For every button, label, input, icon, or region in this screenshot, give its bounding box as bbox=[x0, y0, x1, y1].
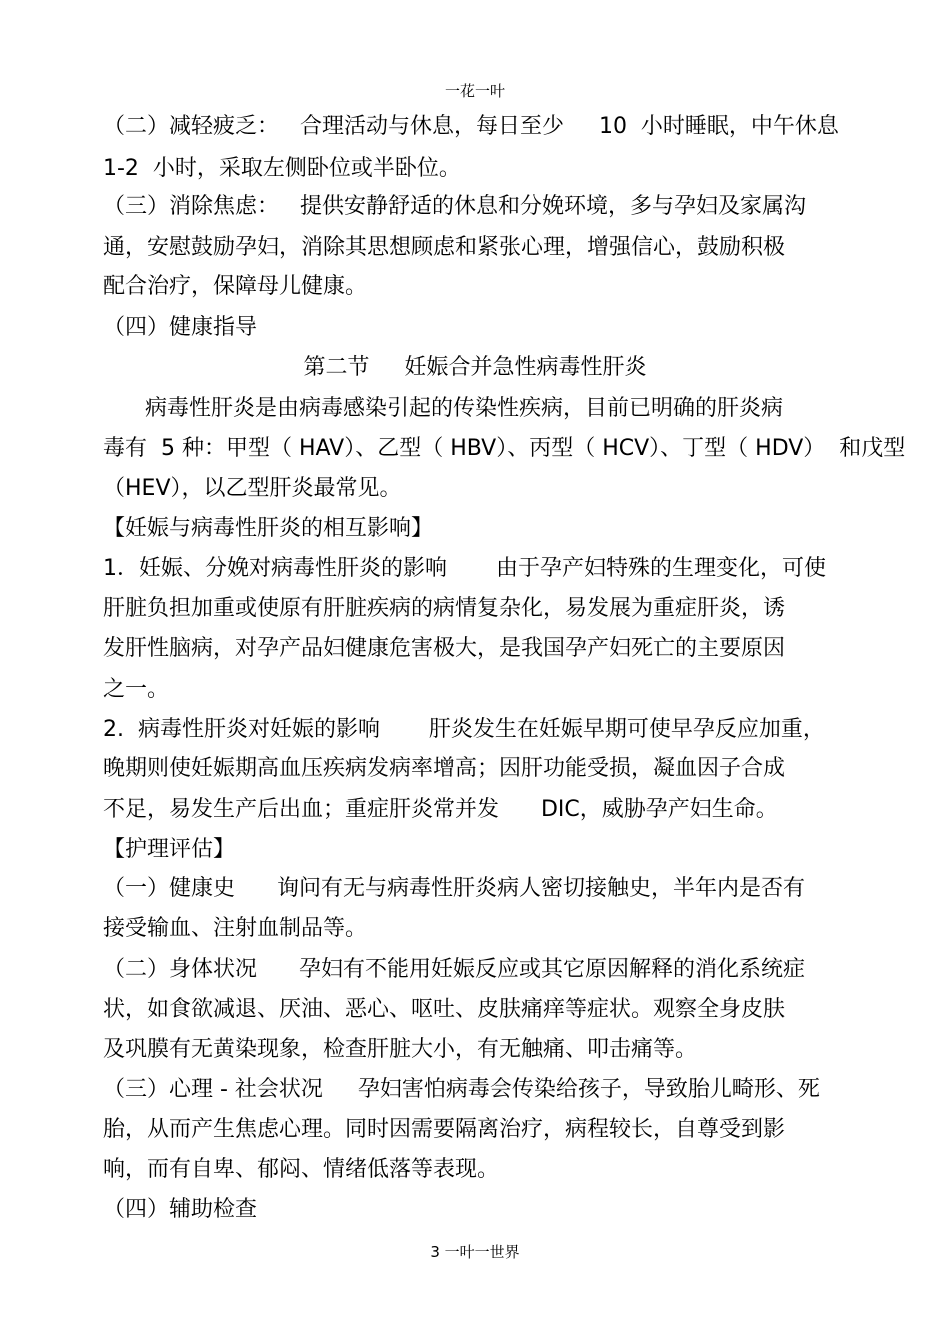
text-line: 响，而有自卑、郁闷、情绪低落等表现。 bbox=[103, 1157, 500, 1182]
text-line: 状，如食欲减退、厌油、恶心、呕吐、皮肤痛痒等症状。观察全身皮肤 bbox=[103, 997, 786, 1022]
text-line: （HEV），以乙型肝炎最常见。 bbox=[103, 476, 402, 501]
text-line: 2. 病毒性肝炎对妊娠的影响 肝炎发生在妊娠早期可使早孕反应加重， bbox=[103, 717, 825, 742]
text-line: 不足，易发生产后出血；重症肝炎常并发 DIC，威胁孕产妇生命。 bbox=[103, 797, 778, 822]
text-line: 发肝性脑病，对孕产品妇健康危害极大，是我国孕产妇死亡的主要原因 bbox=[103, 636, 786, 661]
text-line: 通，安慰鼓励孕妇，消除其思想顾虑和紧张心理，增强信心，鼓励积极 bbox=[103, 235, 786, 260]
text-line: 及巩膜有无黄染现象，检查肝脏大小，有无触痛、叩击痛等。 bbox=[103, 1037, 698, 1062]
text-line: 1-2 小时，采取左侧卧位或半卧位。 bbox=[103, 156, 461, 181]
text-line: 胎，从而产生焦虑心理。同时因需要隔离治疗，病程较长，自尊受到影 bbox=[103, 1117, 786, 1142]
text-line: （三）心理 - 社会状况 孕妇害怕病毒会传染给孩子，导致胎儿畸形、死 bbox=[103, 1077, 820, 1102]
text-line: （一）健康史 询问有无与病毒性肝炎病人密切接触史，半年内是否有 bbox=[103, 876, 805, 901]
subheading: 【妊娠与病毒性肝炎的相互影响】 bbox=[103, 516, 434, 541]
page-header: 一花一叶 bbox=[444, 82, 505, 100]
text-line: （二）身体状况 孕妇有不能用妊娠反应或其它原因解释的消化系统症 bbox=[103, 957, 805, 982]
text-line: 之一。 bbox=[103, 677, 170, 702]
text-line: 病毒性肝炎是由病毒感染引起的传染性疾病，目前已明确的肝炎病 bbox=[103, 396, 783, 421]
text-line: （四）辅助检查 bbox=[103, 1197, 258, 1222]
text-line: 接受输血、注射血制品等。 bbox=[103, 916, 368, 941]
subheading: 【护理评估】 bbox=[103, 837, 236, 862]
text-line: （四）健康指导 bbox=[103, 315, 258, 340]
text-line: （三）消除焦虑： 提供安静舒适的休息和分娩环境，多与孕妇及家属沟 bbox=[103, 194, 806, 219]
text-line: 肝脏负担加重或使原有肝脏疾病的病情复杂化，易发展为重症肝炎，诱 bbox=[103, 596, 786, 621]
text-line: 1．妊娠、分娩对病毒性肝炎的影响 由于孕产妇特殊的生理变化，可使 bbox=[103, 556, 826, 581]
page-footer: 3 一叶一世界 bbox=[430, 1243, 520, 1261]
text-line: 配合治疗，保障母儿健康。 bbox=[103, 274, 368, 299]
text-line: 毒有 5 种：甲型（ HAV）、乙型（ HBV）、丙型（ HCV）、丁型（ HDV） 和戊型 bbox=[103, 436, 906, 461]
text-line: （二）减轻疲乏： 合理活动与休息，每日至少 10 小时睡眠，中午休息 bbox=[103, 114, 839, 139]
text-line: 晚期则使妊娠期高血压疾病发病率增高；因肝功能受损，凝血因子合成 bbox=[103, 756, 786, 781]
section-title: 第二节 妊娠合并急性病毒性肝炎 bbox=[303, 355, 647, 380]
